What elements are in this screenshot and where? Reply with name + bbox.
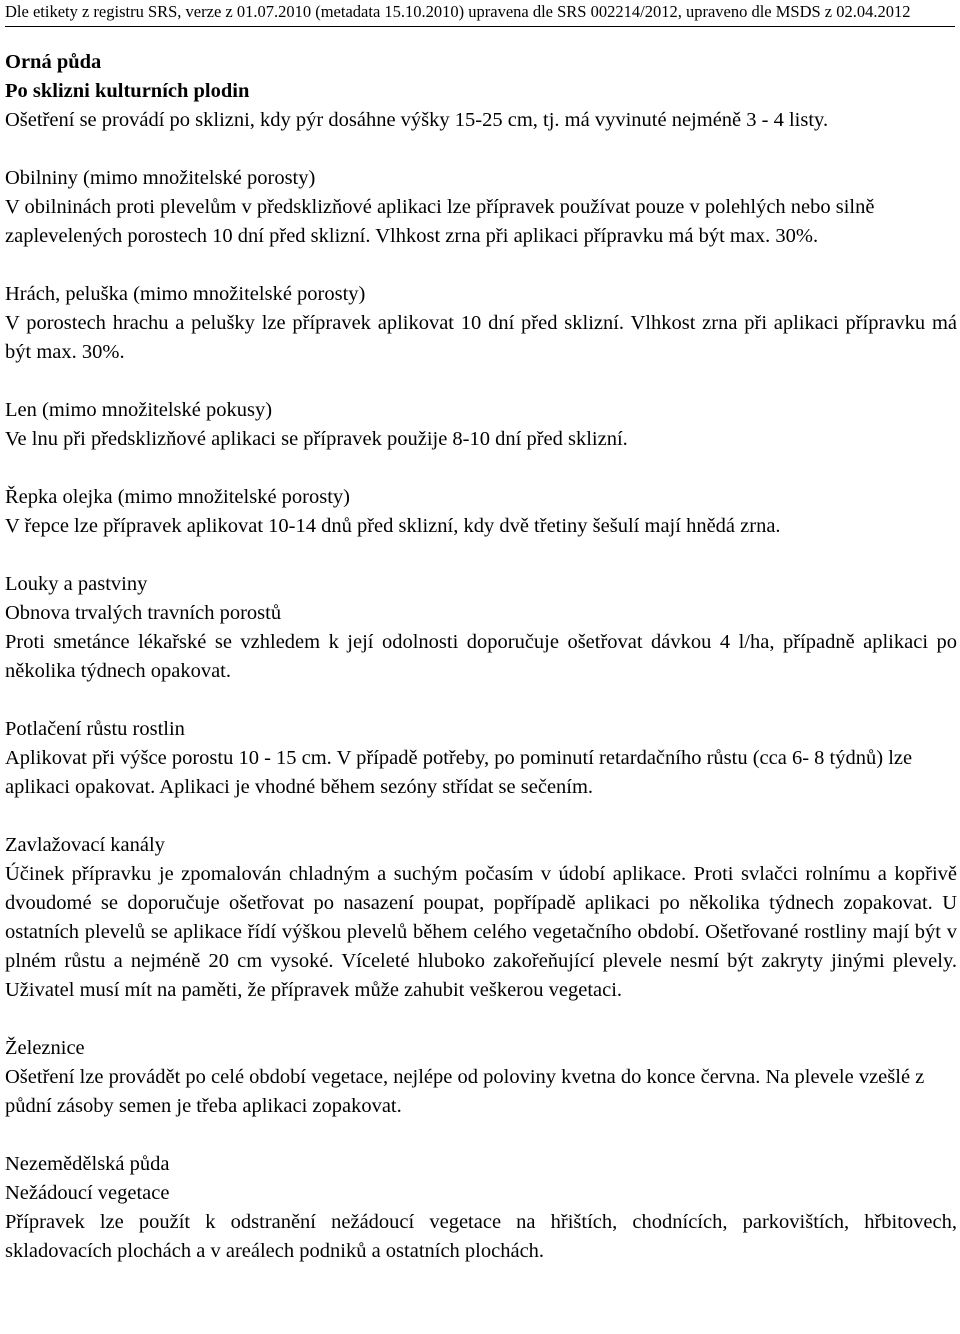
- section-heading: Len (mimo množitelské pokusy): [5, 399, 273, 421]
- section-repka-olejka: [5, 483, 957, 541]
- section-subheading: Obnova trvalých travních porostů: [5, 602, 282, 624]
- document-content: [5, 27, 957, 1266]
- section-text: V porostech hrachu a pelušky lze přípravek aplikovat 10 dní před sklizní. Vlhkost zrna při aplikaci přípravku má být max. 30%.: [5, 312, 957, 363]
- section-heading: Hrách, peluška (mimo množitelské porosty): [5, 283, 366, 305]
- section-heading: Železnice: [5, 1037, 85, 1059]
- document-page: [5, 0, 957, 1295]
- section-heading: Nezemědělská půda: [5, 1153, 170, 1175]
- section-text: Ošetření lze provádět po celé období vegetace, nejlépe od poloviny kvetna do konce června. Na plevele vzešlé z půdní zásoby semen je třeba aplikaci zopakovat.: [5, 1066, 925, 1117]
- section-subheading: Po sklizni kulturních plodin: [5, 80, 250, 102]
- section-zeleznice: [5, 1034, 957, 1121]
- section-heading: Obilniny (mimo množitelské porosty): [5, 167, 316, 189]
- section-obilniny: [5, 164, 957, 251]
- section-orna-puda: [5, 48, 957, 135]
- section-text: V řepce lze přípravek aplikovat 10-14 dnů před sklizní, kdy dvě třetiny šešulí mají hnědá zrna.: [5, 515, 781, 537]
- section-text: Proti smetánce lékařské se vzhledem k její odolnosti doporučuje ošetřovat dávkou 4 l/ha, případně aplikaci po několika týdnech opakovat.: [5, 631, 957, 682]
- section-heading: Louky a pastviny: [5, 573, 148, 595]
- section-potlaceni-rustu: [5, 715, 957, 802]
- section-nezemedelska-puda: [5, 1150, 957, 1266]
- section-heading: Orná půda: [5, 51, 102, 73]
- section-louky-a-pastviny: [5, 570, 957, 686]
- section-text: Přípravek lze použít k odstranění nežádoucí vegetace na hřištích, chodnících, parkovištích, hřbitovech, skladovacích plochách a v areálech podniků a ostatních plochách.: [5, 1211, 957, 1262]
- section-heading: Zavlažovací kanály: [5, 834, 165, 856]
- page-header: Dle etikety z registru SRS, verze z 01.07.2010 (metadata 15.10.2010) upravena dle SRS 002214/2012, upraveno dle MSDS z 02.04.2012: [5, 0, 955, 27]
- section-heading: Potlačení růstu rostlin: [5, 718, 185, 740]
- section-len: [5, 396, 957, 454]
- section-text: Ošetření se provádí po sklizni, kdy pýr dosáhne výšky 15-25 cm, tj. má vyvinuté nejméně 3 - 4 listy.: [5, 109, 829, 131]
- section-text: Ve lnu při předsklizňové aplikaci se přípravek použije 8-10 dní před sklizní.: [5, 428, 628, 450]
- section-text: Aplikovat při výšce porostu 10 - 15 cm. V případě potřeby, po pominutí retardačního růstu (cca 6- 8 týdnů) lze aplikaci opakovat. Aplikaci je vhodné během sezóny střídat se sečením.: [5, 747, 913, 798]
- section-heading: Řepka olejka (mimo množitelské porosty): [5, 486, 351, 508]
- section-zavlazovaci-kanaly: [5, 831, 957, 1005]
- section-subheading: Nežádoucí vegetace: [5, 1182, 170, 1204]
- section-text: V obilninách proti plevelům v předsklizňové aplikaci lze přípravek používat pouze v polehlých nebo silně zaplevelených porostech 10 dní před sklizní. Vlhkost zrna při aplikaci přípravku má být max. 30%.: [5, 196, 875, 247]
- section-text: Účinek přípravku je zpomalován chladným a suchým počasím v údobí aplikace. Proti svlačci rolnímu a kopřivě dvoudomé se doporučuje ošetřovat po nasazení poupat, popřípadě aplikaci po několika týdnech zopakovat. U ostatních plevelů se aplikace řídí výškou plevelů během celého vegetačního období. Ošetřované rostliny mají být v plném růstu a nejméně 20 cm vysoké. Víceleté hluboko zakořeňující plevele nesmí být zakryty jinými plevely. Uživatel musí mít na paměti, že přípravek může zahubit veškerou vegetaci.: [5, 863, 957, 1001]
- section-hrach-peluska: [5, 280, 957, 367]
